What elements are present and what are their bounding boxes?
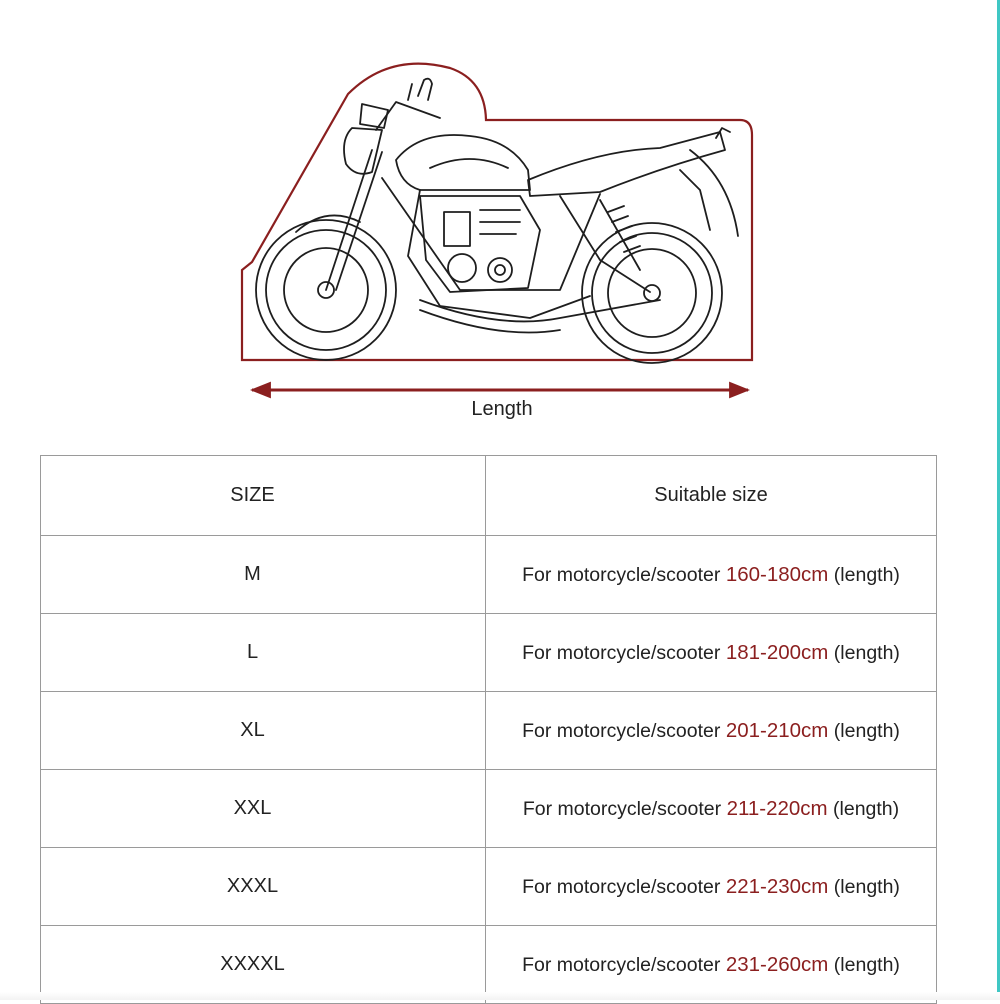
- table-header-row: [41, 456, 937, 536]
- suitable-size-value: [486, 848, 937, 926]
- description-suffix: (length): [833, 563, 900, 586]
- description-prefix: For motorcycle/scooter: [522, 797, 722, 820]
- motorcycle-drawing: [256, 79, 738, 363]
- description-suffix: (length): [833, 797, 900, 820]
- size-value: XXXL: [41, 848, 486, 926]
- length-label: Length: [471, 398, 533, 420]
- size-value: M: [41, 536, 486, 614]
- description-prefix: For motorcycle/scooter: [522, 875, 721, 898]
- length-range: 181-200cm: [725, 640, 829, 664]
- motorcycle-cover-diagram: [0, 0, 1000, 440]
- suitable-size-value: [486, 614, 937, 692]
- description-prefix: For motorcycle/scooter: [522, 641, 721, 664]
- description-prefix: For motorcycle/scooter: [522, 953, 721, 976]
- length-range: 160-180cm: [725, 562, 829, 586]
- length-range: 221-230cm: [725, 874, 829, 898]
- length-range: 211-220cm: [726, 796, 828, 820]
- description-prefix: For motorcycle/scooter: [522, 719, 721, 742]
- table-row: [41, 770, 937, 848]
- description-suffix: (length): [833, 641, 900, 664]
- size-value: L: [41, 614, 486, 692]
- cover-outline: [242, 64, 752, 360]
- size-column-header: SIZE: [41, 456, 486, 536]
- bottom-fade: [0, 992, 1000, 1000]
- table-row: [41, 848, 937, 926]
- suitable-size-value: [486, 692, 937, 770]
- suitable-size-value: [486, 536, 937, 614]
- description-suffix: (length): [833, 875, 900, 898]
- length-range: 231-260cm: [725, 952, 829, 976]
- size-chart-table: [40, 455, 937, 1004]
- description-prefix: For motorcycle/scooter: [522, 563, 721, 586]
- size-value: XXXXL: [41, 926, 486, 1004]
- table-row: [41, 692, 937, 770]
- size-value: XXL: [41, 770, 486, 848]
- table-row: [41, 536, 937, 614]
- suitable-size-column-header: Suitable size: [486, 456, 937, 536]
- description-suffix: (length): [833, 953, 900, 976]
- suitable-size-value: [486, 770, 937, 848]
- length-range: 201-210cm: [725, 718, 829, 742]
- description-suffix: (length): [833, 719, 900, 742]
- table-row: [41, 614, 937, 692]
- size-value: XL: [41, 692, 486, 770]
